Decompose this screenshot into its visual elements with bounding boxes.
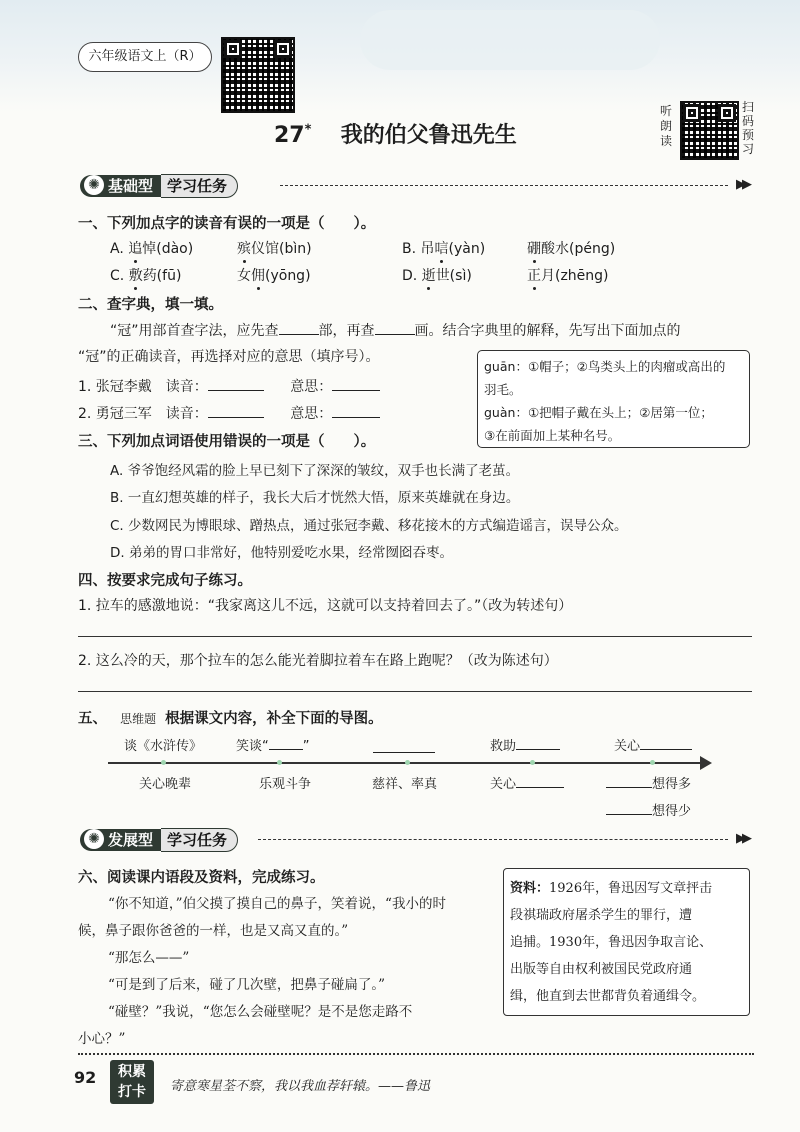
q2-line1	[110, 320, 681, 340]
q5-title	[78, 707, 383, 728]
map-bottom-6a: 想得少	[652, 804, 692, 819]
q2-line1-b: 部，再查	[318, 323, 375, 339]
lesson-star: *	[304, 122, 312, 138]
scan-label: 扫码预习	[742, 100, 755, 156]
section-develop-pill: 发展型	[80, 829, 161, 851]
badge-top: 积累	[118, 1064, 146, 1080]
map-top-4a: 救助	[490, 739, 517, 754]
thinking-tag: 思维题	[120, 712, 157, 726]
map-blank-top-3[interactable]	[373, 752, 435, 753]
dict-line3: guàn：①把帽子戴在头上；②居第一位；	[484, 405, 713, 420]
resource-line1-text: 1926年，鲁迅因写文章抨击	[549, 881, 713, 896]
map-blank-think-less[interactable]	[606, 814, 652, 815]
map-node-2	[277, 760, 282, 765]
passage-p4a: “碰壁？”我说，“您怎么会碰壁呢？是不是您走路不	[108, 1004, 413, 1020]
map-node-5	[650, 760, 655, 765]
map-top-2b: ”	[302, 739, 310, 754]
reading-blank-2[interactable]	[208, 417, 264, 418]
badge-bottom: 打卡	[118, 1084, 146, 1100]
map-bottom-4a: 关心	[490, 777, 517, 792]
resource-line5: 缉，他直到去世都背负着通缉令。	[510, 989, 706, 1004]
map-blank-care[interactable]	[640, 749, 692, 750]
mind-map-arrowhead	[700, 756, 712, 770]
q3-option-a: A. 爷爷饱经风霜的脸上早已刻下了深深的皱纹，双手也长满了老茧。	[110, 463, 520, 479]
dict-line1: guān：①帽子；②鸟类头上的肉瘤或高出的	[484, 359, 726, 374]
map-blank-think-more[interactable]	[606, 787, 652, 788]
map-node-3	[405, 760, 410, 765]
dict-line4: ③在前面加上某种名号。	[484, 428, 621, 443]
map-top-4	[490, 735, 560, 754]
map-node-4	[530, 760, 535, 765]
passage-p1b: 候，鼻子跟你爸爸的一样，也是又高又直的。”	[78, 923, 349, 939]
map-top-2a: 笑谈“	[236, 739, 269, 754]
grade-badge: 六年级语文上（R）	[78, 42, 212, 72]
double-arrow-icon-2: ▶▶	[736, 831, 748, 846]
resource-line4: 出版等自由权利被国民党政府通	[510, 962, 693, 977]
resource-line2: 段祺瑞政府屠杀学生的罪行，遭	[510, 908, 693, 923]
listen-label: 听朗读	[660, 104, 673, 148]
passage-p3: “可是到了后来，碰了几次壁，把鼻子碰扁了。”	[108, 977, 386, 993]
accumulate-badge	[110, 1060, 154, 1104]
q1-option-d1: D. 逝 世(sì)	[402, 265, 472, 285]
q1-option-b1: B. 吊唁 (yàn)	[402, 238, 485, 258]
q5-number: 五、	[78, 711, 107, 727]
lightbulb-icon: ✺	[84, 175, 104, 195]
q2-line1-c: 画。结合字典里的解释，先写出下面加点的	[414, 323, 681, 339]
footer-quote: 寄意寒星荃不察，我以我血荐轩辕。——鲁迅	[170, 1079, 431, 1094]
lesson-number: 27	[274, 123, 305, 148]
q1-option-a2: 殡 仪馆(bìn)	[237, 238, 312, 258]
q4-sentence-1: 1. 拉车的感激地说：“我家离这儿不远，这就可以支持着回去了。”（改为转述句）	[78, 598, 573, 614]
resource-line1	[510, 877, 712, 896]
map-bottom-5a: 想得多	[652, 777, 692, 792]
page-number: 92	[74, 1068, 97, 1087]
section-basic	[80, 174, 760, 198]
q2-item1	[78, 376, 380, 396]
q2-title: 二、查字典，填一填。	[78, 297, 223, 313]
map-top-2	[236, 735, 310, 754]
q1-option-b2: 硼 酸水(péng)	[527, 238, 615, 258]
map-bottom-3: 慈祥、率真	[372, 777, 438, 792]
q1-option-a1: A. 追 悼(dào)	[110, 238, 193, 258]
map-node-1	[161, 760, 166, 765]
q4-title: 四、按要求完成句子练习。	[78, 573, 252, 589]
q3-option-d: D. 弟弟的胃口非常好，他特别爱吃水果，经常囫囵吞枣。	[110, 545, 453, 561]
q1-option-c1: C. 敷 药(fū)	[110, 265, 181, 285]
map-top-1: 谈《水浒传》	[124, 739, 203, 754]
reading-blank-1[interactable]	[208, 390, 264, 391]
section-develop	[80, 828, 760, 852]
lesson-title	[274, 118, 517, 149]
lesson-qr-code[interactable]	[221, 37, 295, 113]
map-top-5	[614, 735, 692, 754]
dictionary-box	[477, 350, 750, 448]
q1-option-d2: 正 月(zhēng)	[527, 265, 609, 285]
q3-title: 三、下列加点词语使用错误的一项是（ ）。	[78, 434, 376, 450]
section-develop-pill2: 学习任务	[161, 828, 238, 852]
q1-option-c2: 女佣 (yōng)	[237, 265, 311, 285]
map-blank-laugh[interactable]	[269, 749, 303, 750]
lesson-name: 我的伯父鲁迅先生	[340, 123, 517, 148]
strokes-blank[interactable]	[375, 334, 415, 335]
meaning-blank-1[interactable]	[332, 390, 380, 391]
q2-line1-a: “冠”用部首查字法，应先查	[110, 323, 279, 339]
meaning-blank-2[interactable]	[332, 417, 380, 418]
section-basic-pill2: 学习任务	[161, 174, 238, 198]
resource-label: 资料：	[510, 881, 550, 896]
passage-p4b: 小心？”	[78, 1031, 126, 1047]
q2-item2-label: 2. 勇冠三军 读音：	[78, 406, 208, 422]
q2-item1-label: 1. 张冠李戴 读音：	[78, 379, 208, 395]
map-top-5a: 关心	[614, 739, 641, 754]
passage-p2: “那怎么——”	[108, 950, 190, 966]
q6-title: 六、阅读课内语段及资料，完成练习。	[78, 870, 325, 886]
lightbulb-icon-2: ✺	[84, 829, 104, 849]
passage-p1a: “你不知道，”伯父摸了摸自己的鼻子，笑着说，“我小的时	[108, 896, 446, 912]
answer-line-1[interactable]	[78, 636, 752, 637]
answer-line-2[interactable]	[78, 691, 752, 692]
radical-blank[interactable]	[279, 334, 319, 335]
meaning-label-1: 意思：	[290, 379, 333, 395]
listen-qr-code[interactable]	[680, 101, 739, 160]
dict-line2: 羽毛。	[484, 382, 522, 397]
section-basic-pill: 基础型	[80, 175, 161, 197]
resource-box	[503, 868, 750, 1016]
meaning-label-2: 意思：	[290, 406, 333, 422]
q2-item2	[78, 403, 380, 423]
header-clouds	[360, 10, 660, 70]
map-bottom-6	[606, 800, 691, 819]
map-bottom-2: 乐观斗争	[259, 777, 312, 792]
q1-title: 一、下列加点字的读音有误的一项是（ ）。	[78, 216, 376, 232]
resource-line3: 追捕。1930年，鲁迅因争取言论、	[510, 935, 713, 950]
map-bottom-4	[490, 773, 564, 792]
q5-title-text: 根据课文内容，补全下面的导图。	[165, 711, 383, 727]
q3-option-c: C. 少数网民为博眼球、蹭热点，通过张冠李戴、移花接木的方式编造谣言，误导公众。	[110, 518, 628, 534]
q3-option-b: B. 一直幻想英雄的样子，我长大后才恍然大悟，原来英雄就在身边。	[110, 490, 520, 506]
map-bottom-5	[606, 773, 691, 792]
map-blank-rescue[interactable]	[516, 749, 560, 750]
map-blank-care-2[interactable]	[516, 787, 564, 788]
q2-line2: “冠”的正确读音，再选择对应的意思（填序号）。	[78, 349, 380, 365]
footer-dotted-line	[78, 1053, 754, 1055]
map-bottom-1: 关心晚辈	[139, 777, 192, 792]
double-arrow-icon: ▶▶	[736, 177, 748, 192]
q4-sentence-2: 2. 这么冷的天，那个拉车的怎么能光着脚拉着车在路上跑呢？（改为陈述句）	[78, 653, 558, 669]
